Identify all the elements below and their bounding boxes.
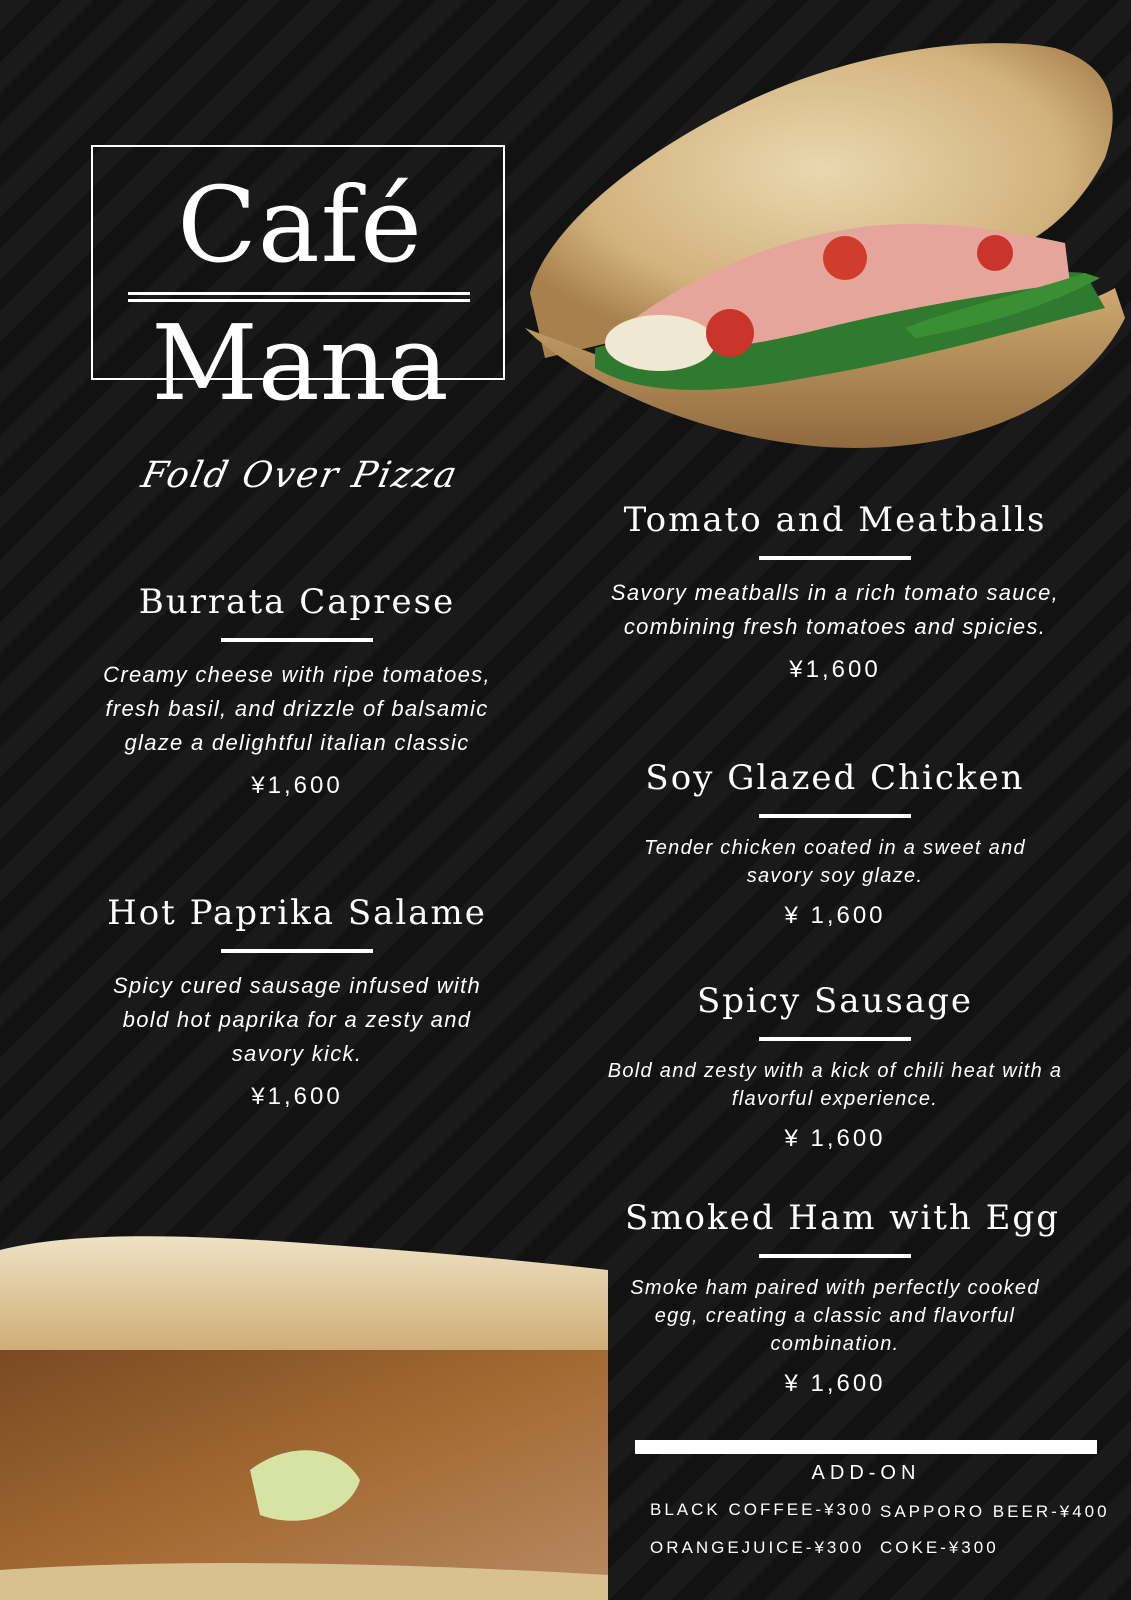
menu-item-soy-glazed-chicken bbox=[625, 756, 1045, 930]
menu-item-title: Soy Glazed Chicken bbox=[645, 758, 1025, 798]
logo-double-rule bbox=[128, 292, 470, 302]
menu-item-title: Hot Paprika Salame bbox=[107, 893, 487, 933]
cafe-name-line2: Mana bbox=[151, 302, 449, 424]
menu-item-description: Creamy cheese with ripe tomatoes, fresh basil, and drizzle of balsamic glaze a delightful italian classic bbox=[103, 662, 491, 755]
addon-title: ADD-ON bbox=[811, 1462, 921, 1484]
title-underline bbox=[759, 556, 911, 560]
menu-item-price: ¥ 1,600 bbox=[784, 902, 886, 929]
title-underline bbox=[759, 814, 911, 818]
menu-item-title: Tomato and Meatballs bbox=[623, 500, 1047, 540]
title-underline bbox=[759, 1254, 911, 1258]
menu-item-description: Bold and zesty with a kick of chili heat with a flavorful experience. bbox=[607, 1060, 1063, 1110]
menu-item-spicy-sausage bbox=[605, 979, 1065, 1153]
folded-pizza-ham-photo bbox=[525, 28, 1131, 462]
menu-item-smoked-ham-with-egg bbox=[625, 1196, 1060, 1398]
menu-item-description: Spicy cured sausage infused with bold hot paprika for a zesty and savory kick. bbox=[112, 973, 482, 1066]
addon-item: BLACK COFFEE-¥300 bbox=[650, 1500, 874, 1519]
menu-item-price: ¥1,600 bbox=[789, 656, 881, 683]
menu-item-price: ¥ 1,600 bbox=[784, 1370, 886, 1397]
addon-item: ORANGEJUICE-¥300 bbox=[650, 1538, 865, 1557]
tagline: Fold Over Pizza bbox=[137, 455, 463, 496]
menu-item-burrata-caprese bbox=[85, 580, 509, 800]
title-underline bbox=[221, 638, 373, 642]
menu-item-description: Smoke ham paired with perfectly cooked egg, creating a classic and flavorful combination. bbox=[630, 1277, 1040, 1355]
menu-item-description: Tender chicken coated in a sweet and savory soy glaze. bbox=[644, 837, 1026, 887]
menu-item-title: Smoked Ham with Egg bbox=[625, 1198, 1060, 1238]
menu-item-tomato-and-meatballs bbox=[605, 498, 1065, 684]
addon-item: SAPPORO BEER-¥400 bbox=[880, 1502, 1110, 1521]
folded-pizza-chicken-photo bbox=[0, 1230, 608, 1600]
menu-item-price: ¥ 1,600 bbox=[784, 1125, 886, 1152]
menu-item-title: Spicy Sausage bbox=[696, 981, 974, 1021]
addon-divider-bar bbox=[635, 1440, 1097, 1454]
title-underline bbox=[759, 1037, 911, 1041]
menu-item-hot-paprika-salame bbox=[95, 891, 499, 1111]
cafe-name-line1: Café bbox=[177, 164, 423, 286]
menu-item-price: ¥1,600 bbox=[251, 772, 343, 799]
title-underline bbox=[221, 949, 373, 953]
menu-item-price: ¥1,600 bbox=[251, 1083, 343, 1110]
menu-item-title: Burrata Caprese bbox=[138, 582, 456, 622]
addon-item: COKE-¥300 bbox=[880, 1538, 999, 1557]
menu-item-description: Savory meatballs in a rich tomato sauce, combining fresh tomatoes and spicies. bbox=[610, 580, 1060, 639]
